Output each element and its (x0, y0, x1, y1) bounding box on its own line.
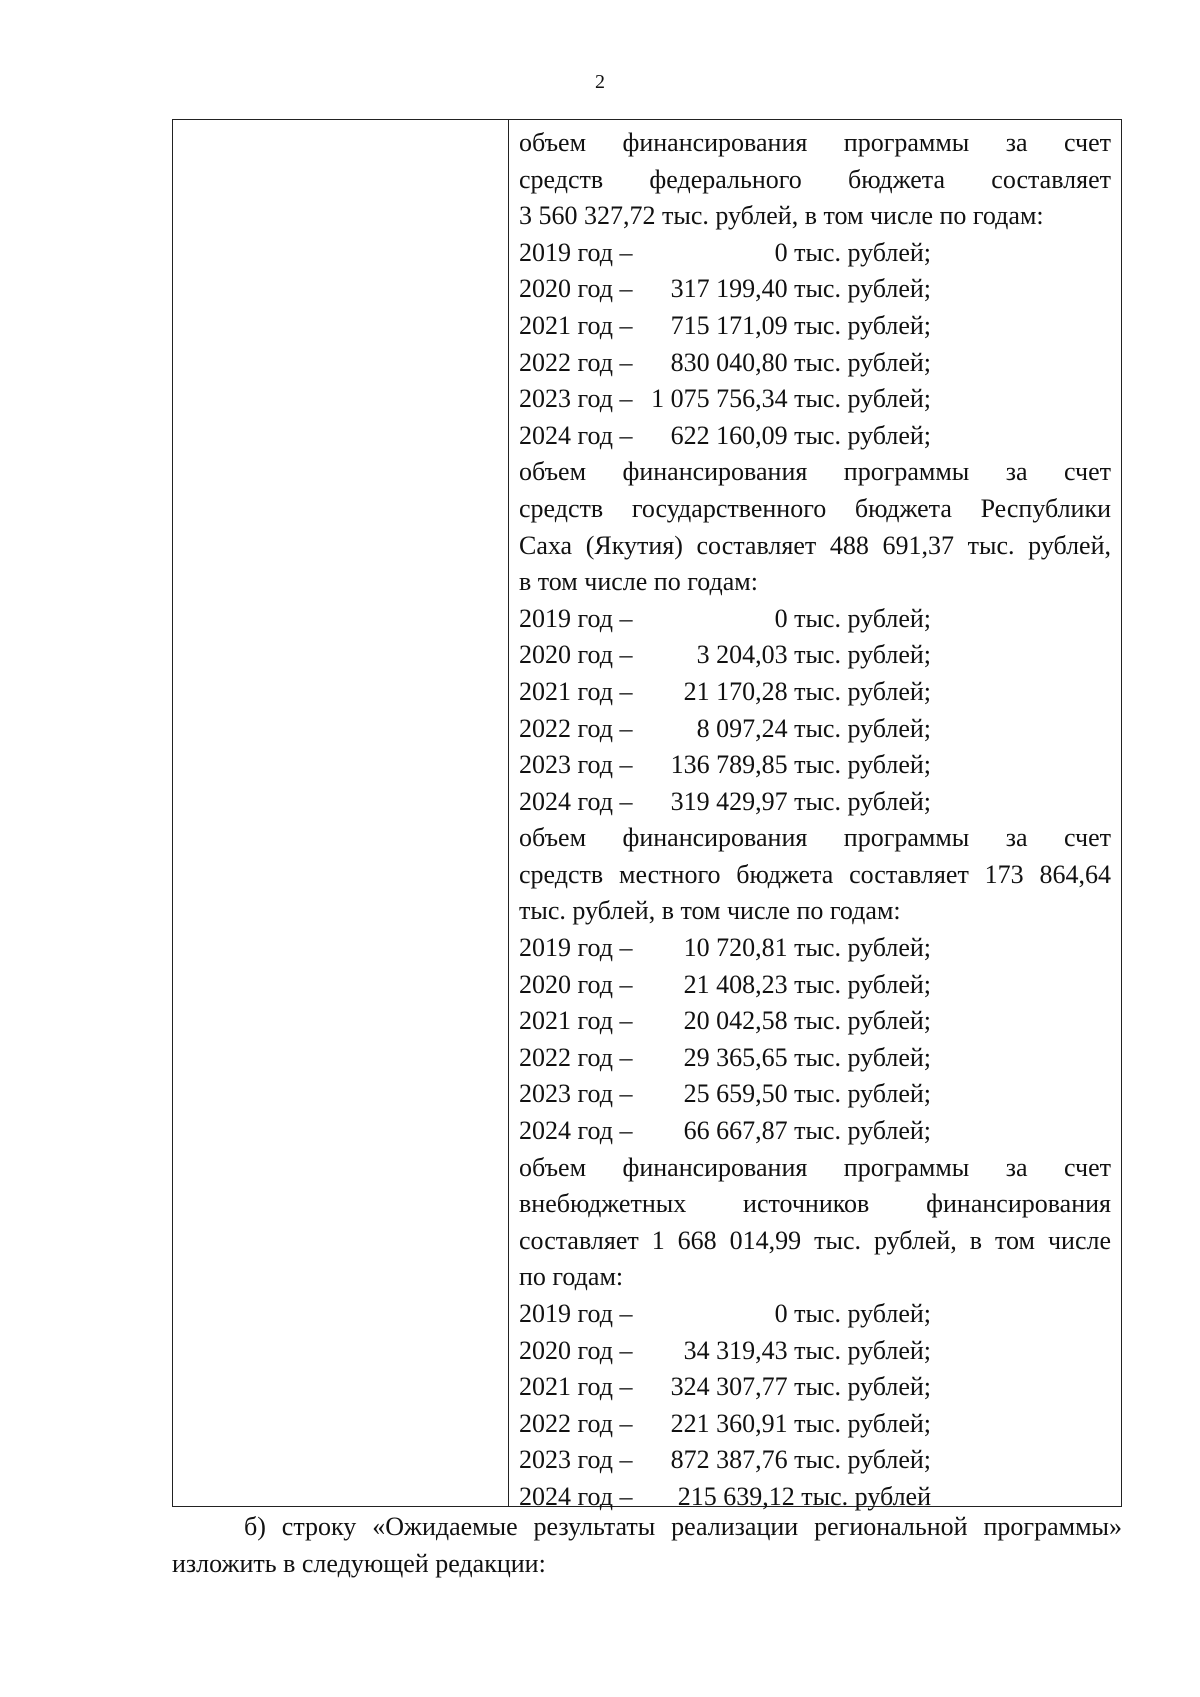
extrabudget-intro-line: составляет 1 668 014,99 тыс. рублей, в том числе (519, 1225, 1111, 1255)
year-amount: 317 199,40 тыс. рублей; (670, 274, 931, 304)
state-year-row (519, 601, 1111, 638)
year-amount: 215 639,12 тыс. рублей (677, 1481, 931, 1511)
year-label: 2020 год – (519, 969, 633, 999)
year-label: 2023 год – (519, 1079, 633, 1109)
year-amount: 3 204,03 тыс. рублей; (696, 640, 931, 670)
year-amount: 830 040,80 тыс. рублей; (670, 347, 931, 377)
year-label: 2022 год – (519, 1408, 633, 1438)
extrabudget-year-row (519, 1406, 1111, 1443)
year-amount: 29 365,65 тыс. рублей; (683, 1042, 931, 1072)
extrabudget-intro-line: по годам: (519, 1262, 624, 1292)
after-table-line-2: изложить в следующей редакции: (172, 1548, 546, 1578)
local-year-row (519, 1040, 1111, 1077)
year-label: 2019 год – (519, 237, 633, 267)
year-label: 2019 год – (519, 1299, 633, 1328)
year-label: 2021 год – (519, 1006, 633, 1036)
extrabudget-year-row (519, 1333, 1111, 1370)
table-left-cell (173, 120, 509, 1506)
year-amount: 66 667,87 тыс. рублей; (683, 1116, 931, 1146)
federal-year-row (519, 235, 1111, 272)
year-amount: 10 720,81 тыс. рублей; (683, 933, 931, 963)
year-amount: 20 042,58 тыс. рублей; (683, 1006, 931, 1036)
year-label: 2021 год – (519, 676, 633, 706)
federal-intro-line: объем финансирования программы за счет (519, 128, 1111, 157)
local-year-row (519, 1076, 1111, 1113)
extrabudget-intro-line: объем финансирования программы за счет (519, 1152, 1111, 1182)
year-label: 2022 год – (519, 1042, 633, 1072)
funding-table (172, 119, 1122, 1511)
federal-year-row (519, 271, 1111, 308)
state-intro-line: в том числе по годам: (519, 567, 758, 597)
year-label: 2024 год – (519, 786, 633, 816)
year-amount: 0 тыс. рублей; (774, 603, 931, 633)
state-year-row (519, 637, 1111, 674)
federal-intro-line: 3 560 327,72 тыс. рублей, в том числе по годам: (519, 201, 1044, 231)
year-amount: 319 429,97 тыс. рублей; (670, 786, 931, 816)
year-label: 2020 год – (519, 1335, 633, 1365)
extrabudget-year-row (519, 1442, 1111, 1479)
page-number: 2 (595, 71, 605, 93)
year-label: 2020 год – (519, 640, 633, 670)
state-intro-line: Саха (Якутия) составляет 488 691,37 тыс. рублей, (519, 530, 1111, 560)
local-intro-line: объем финансирования программы за счет (519, 823, 1111, 853)
year-label: 2020 год – (519, 274, 633, 304)
year-amount: 8 097,24 тыс. рублей; (696, 713, 931, 743)
year-amount: 221 360,91 тыс. рублей; (670, 1408, 931, 1438)
federal-year-row (519, 345, 1111, 382)
year-label: 2021 год – (519, 310, 633, 340)
federal-year-row (519, 308, 1111, 345)
local-intro-line: средств местного бюджета составляет 173 864,64 (519, 859, 1111, 889)
federal-year-row (519, 381, 1111, 418)
year-label: 2021 год – (519, 1372, 633, 1402)
year-amount: 324 307,77 тыс. рублей; (670, 1372, 931, 1402)
after-table-paragraph (172, 1509, 1122, 1582)
year-amount: 622 160,09 тыс. рублей; (670, 420, 931, 450)
year-label: 2019 год – (519, 603, 633, 633)
year-amount: 25 659,50 тыс. рублей; (683, 1079, 931, 1109)
year-label: 2023 год – (519, 384, 633, 414)
year-amount: 136 789,85 тыс. рублей; (670, 750, 931, 780)
year-label: 2023 год – (519, 750, 633, 780)
state-year-row (519, 747, 1111, 784)
year-amount: 0 тыс. рублей; (774, 1299, 931, 1328)
state-intro-line: средств государственного бюджета Республики (519, 493, 1111, 523)
year-amount: 21 408,23 тыс. рублей; (683, 969, 931, 999)
year-label: 2024 год – (519, 1481, 633, 1511)
year-label: 2022 год – (519, 713, 633, 743)
federal-year-row (519, 418, 1111, 455)
year-amount: 715 171,09 тыс. рублей; (670, 310, 931, 340)
year-amount: 34 319,43 тыс. рублей; (683, 1335, 931, 1365)
year-amount: 1 075 756,34 тыс. рублей; (651, 384, 931, 414)
year-label: 2019 год – (519, 933, 633, 963)
year-amount: 0 тыс. рублей; (774, 237, 931, 267)
extrabudget-year-row (519, 1296, 1111, 1333)
local-year-row (519, 967, 1111, 1004)
year-label: 2024 год – (519, 420, 633, 450)
year-label: 2023 год – (519, 1445, 633, 1475)
after-table-line-1: б) строку «Ожидаемые результаты реализации региональной программы» (244, 1512, 1122, 1541)
local-intro-line: тыс. рублей, в том числе по годам: (519, 896, 901, 926)
extrabudget-intro-line: внебюджетных источников финансирования (519, 1189, 1111, 1219)
local-year-row (519, 930, 1111, 967)
year-label: 2022 год – (519, 347, 633, 377)
table-right-cell (509, 120, 1121, 1511)
state-year-row (519, 711, 1111, 748)
federal-intro-line: средств федерального бюджета составляет (519, 164, 1111, 194)
state-year-row (519, 784, 1111, 821)
state-intro-line: объем финансирования программы за счет (519, 457, 1111, 487)
year-amount: 21 170,28 тыс. рублей; (683, 676, 931, 706)
extrabudget-year-row (519, 1369, 1111, 1406)
state-year-row (519, 674, 1111, 711)
local-year-row (519, 1003, 1111, 1040)
local-year-row (519, 1113, 1111, 1150)
year-label: 2024 год – (519, 1116, 633, 1146)
year-amount: 872 387,76 тыс. рублей; (670, 1445, 931, 1475)
